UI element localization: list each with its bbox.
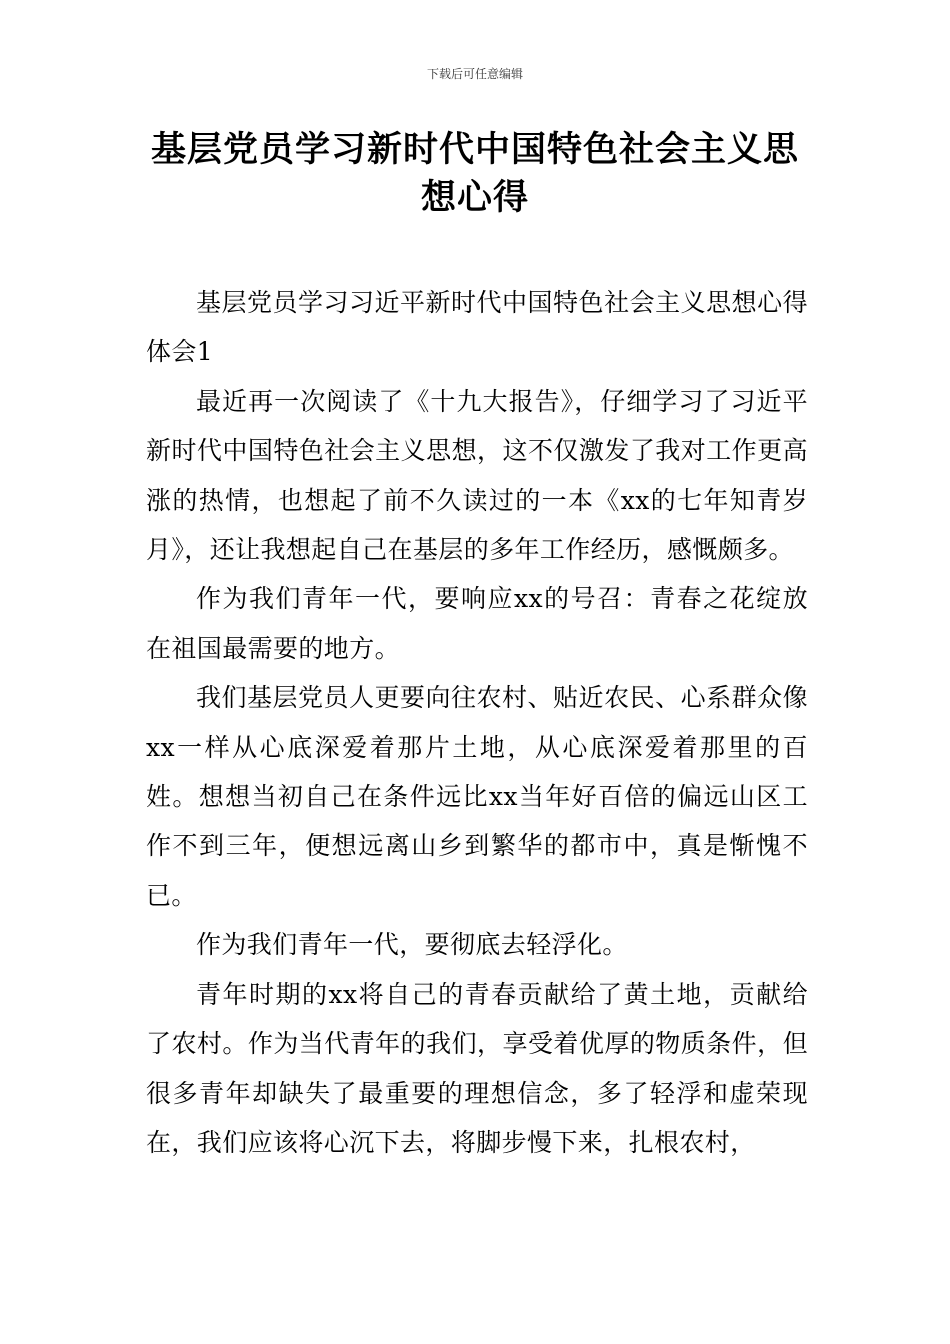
- paragraph: 青年时期的xx将自己的青春贡献给了黄土地，贡献给了农村。作为当代青年的我们，享受着优厚的物质条件，但很多青年却缺失了最重要的理想信念，多了轻浮和虚荣现在，我们应该将心沉下去，将脚步慢下来，扎根农村，: [146, 979, 808, 1157]
- header-note: 下载后可任意编辑: [426, 67, 523, 81]
- paragraph: 作为我们青年一代，要彻底去轻浮化。: [196, 930, 628, 960]
- paragraph: 我们基层党员人更要向往农村、贴近农民、心系群众像xx一样从心底深爱着那片土地，从心底深爱着那里的百姓。想想当初自己在条件远比xx当年好百倍的偏远山区工作不到三年，便想远离山乡到繁华的都市中，真是惭愧不已。: [146, 683, 808, 910]
- paragraph-subtitle: 基层党员学习习近平新时代中国特色社会主义思想心得体会1: [146, 288, 808, 367]
- paragraph: 最近再一次阅读了《十九大报告》，仔细学习了习近平新时代中国特色社会主义思想，这不仅激发了我对工作更高涨的热情，也想起了前不久读过的一本《xx的七年知青岁月》，还让我想起自己在基层的多年工作经历，感慨颇多。: [146, 386, 808, 565]
- paragraph: 作为我们青年一代，要响应xx的号召：青春之花绽放在祖国最需要的地方。: [146, 584, 808, 663]
- document-body: [146, 278, 808, 1167]
- document-title: 基层党员学习新时代中国特色社会主义思想心得: [150, 130, 799, 218]
